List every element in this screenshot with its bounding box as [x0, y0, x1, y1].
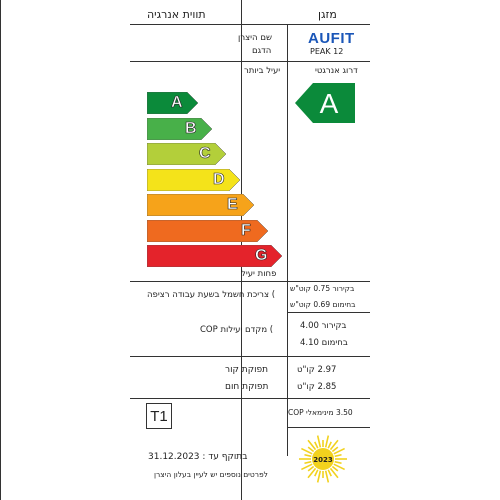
- energy-bar-shape: [147, 118, 213, 140]
- energy-bar-e: [147, 194, 255, 216]
- more-efficient-label: יעיל ביותר: [244, 66, 281, 76]
- sun-ray: [332, 447, 337, 451]
- cop-cooling: בקירור 4.00: [300, 321, 347, 331]
- divider: [130, 61, 370, 62]
- sun-ray: [308, 447, 313, 451]
- sun-ray: [332, 466, 337, 470]
- sun-ray: [335, 462, 342, 464]
- energy-bar-shape: [147, 194, 255, 216]
- energy-rating-label: דרוג אנרגטי: [315, 66, 358, 76]
- sun-ray: [318, 471, 321, 483]
- sun-ray: [318, 436, 321, 448]
- sun-ray: [326, 471, 329, 483]
- cooling-capacity-label: תפוקת קור: [225, 365, 269, 375]
- manufacturer-note: לפרטים נוספים יש לעיין בעלון היצרן: [154, 470, 268, 479]
- consumption-label: ) צריכת חשמל בשעת עבודה רציפה: [147, 290, 276, 300]
- climate-class-box: T1: [146, 403, 172, 429]
- less-efficient-label: פחות יעיל: [241, 269, 277, 279]
- energy-bar-letter: F: [241, 221, 251, 239]
- sun-ray: [304, 455, 311, 457]
- energy-bar-letter: C: [199, 145, 211, 162]
- min-cop: 3.50 מינימאלי COP: [288, 408, 353, 417]
- sun-ray: [308, 466, 313, 470]
- cop-label: ) מקדם יעילות COP: [200, 325, 274, 335]
- cooling-capacity-value: 2.97 קו"ט: [297, 365, 337, 375]
- energy-bar-fill: [147, 169, 240, 191]
- divider: [130, 281, 370, 282]
- product-type: מזגן: [318, 8, 337, 21]
- energy-bar-a: [147, 92, 199, 114]
- cop-heating: בחימום 4.10: [300, 338, 348, 348]
- divider: [287, 312, 370, 313]
- energy-bar-letter: D: [213, 170, 225, 188]
- consumption-cooling: בקירור 0.75 קוט"ש: [290, 284, 355, 293]
- sun-ray: [315, 470, 318, 476]
- heating-capacity-label: תפוקת חום: [225, 382, 269, 392]
- energy-bar-fill: [147, 118, 212, 140]
- energy-bar-letter: E: [227, 196, 238, 213]
- energy-bar-letter: A: [171, 94, 183, 111]
- sun-ray: [315, 442, 318, 448]
- manufacturer-name-label: שם היצרן: [238, 33, 272, 43]
- energy-bar-letter: G: [255, 247, 268, 264]
- divider: [287, 427, 370, 428]
- year-sun-badge: [298, 434, 348, 484]
- model-label: הדגם: [252, 46, 272, 56]
- sun-ray: [335, 455, 342, 457]
- energy-bar-g: [147, 245, 283, 267]
- sun-ray: [328, 442, 331, 448]
- heating-capacity-value: 2.85 קו"ט: [297, 382, 337, 392]
- brand-logo: AUFIT: [308, 30, 355, 47]
- sun-ray: [326, 436, 329, 448]
- energy-bar-shape: [147, 143, 227, 165]
- energy-bar-shape: [147, 169, 241, 191]
- sun-ray: [304, 462, 311, 464]
- valid-until: בתוקף עד : 31.12.2023: [148, 452, 248, 462]
- energy-bar-c: [147, 143, 227, 165]
- rating-class-letter: A: [319, 88, 339, 119]
- divider: [130, 356, 370, 357]
- consumption-heating: בחימום 0.69 קוט"ש: [290, 300, 356, 309]
- divider: [287, 24, 288, 456]
- energy-bar-fill: [147, 143, 226, 165]
- divider: [130, 24, 370, 25]
- rating-class-arrow: [295, 83, 355, 123]
- energy-bar-d: [147, 169, 241, 191]
- energy-bar-letter: B: [185, 119, 197, 137]
- sun-ray: [328, 470, 331, 476]
- label-title: תווית אנרגיה: [147, 8, 206, 21]
- divider: [130, 398, 370, 399]
- model-name: PEAK 12: [310, 47, 344, 56]
- year-label: 2023: [313, 456, 333, 464]
- energy-bar-b: [147, 118, 213, 140]
- energy-bar-f: [147, 220, 269, 242]
